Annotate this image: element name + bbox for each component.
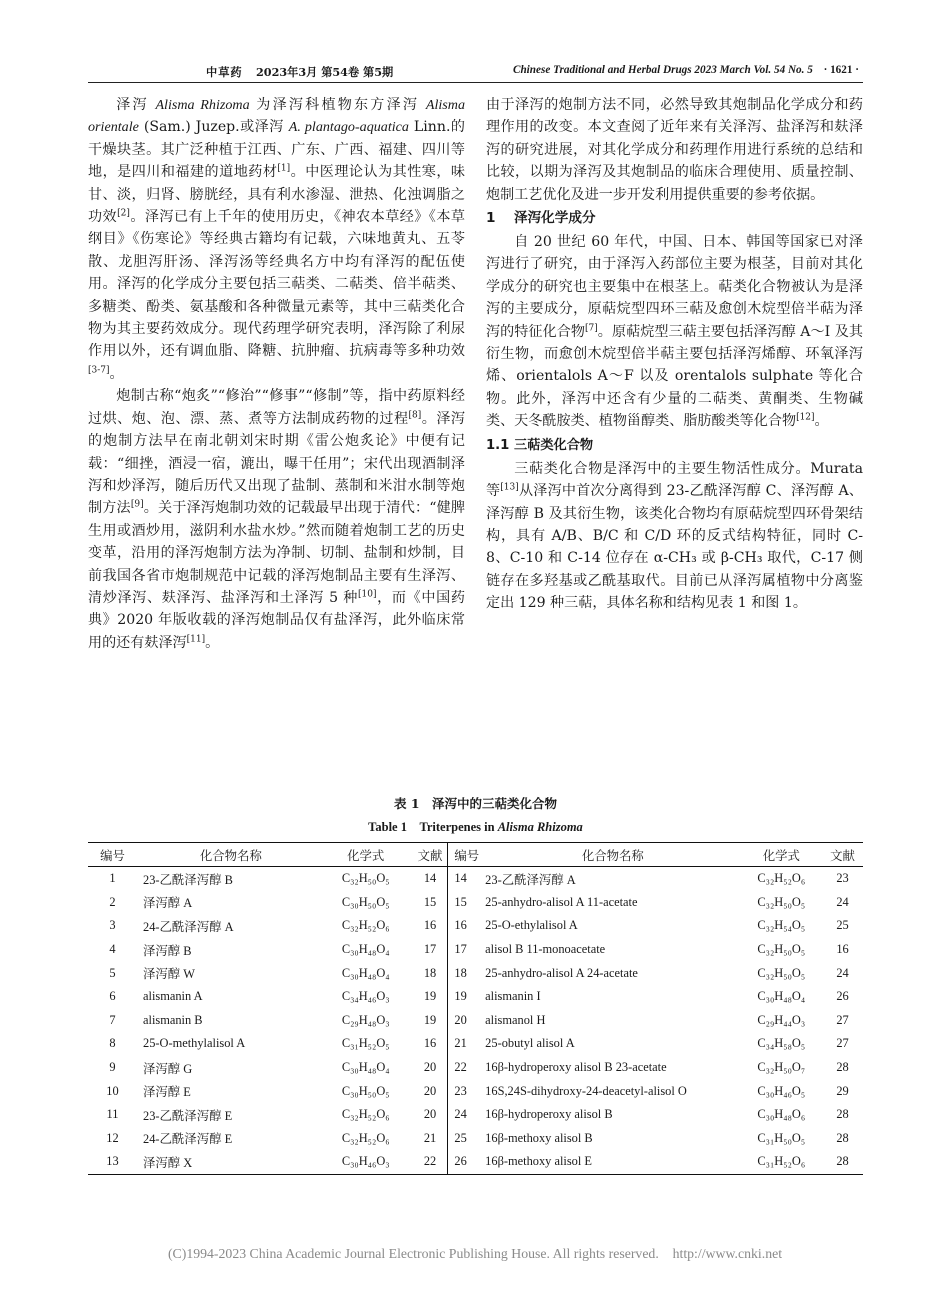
citation: [9] — [130, 499, 144, 510]
cell-compound-name: 24-乙酰泽泻醇 E — [143, 1132, 233, 1147]
cell-no: 14 — [448, 867, 485, 891]
header-name: 化合物名称 — [581, 848, 644, 863]
table-header-row — [88, 843, 863, 867]
cell-compound-name: 16S,24S-dihydroxy-24-deacetyl-alisol O — [485, 1083, 687, 1098]
cell-no: 5 — [109, 965, 116, 980]
cell-ref: 16 — [423, 918, 437, 933]
cell-ref: 16 — [423, 1036, 437, 1051]
cell-ref: 21 — [423, 1130, 437, 1145]
cell-formula: C₃₀H₅₀O₅ — [341, 894, 390, 909]
cell-no: 18 — [448, 961, 485, 985]
section-heading-1-1: 1.1 三萜类化合物 — [486, 437, 594, 453]
journal-issue-en: Chinese Traditional and Herbal Drugs 2023 March Vol. 54 No. 5 — [513, 64, 813, 76]
header-formula: 化学式 — [347, 848, 385, 863]
cell-compound-name: 23-乙酰泽泻醇 B — [143, 872, 233, 887]
cell-ref: 23 — [836, 871, 849, 886]
paragraph-processing: 炮制古称“炮炙”“修治”“修事”“修制”等，指中药原料经过烘、炮、泡、漂、蒸、煮等方法制成药物的过程[8]。泽泻的炮制方法早在南北朝刘宋时期《雷公炮炙论》中便有记载：“细挫，酒浸一宿，漉出，曝干任用”；宋代出现酒制泽泻和炒泽泻，随后历代又出现了盐制、蒸制和米泔水制等炮制方法[9]。关于泽泻炮制功效的记载最早出现于清代：“健脾生用或酒炒用，滋阴利水盐水炒。”然而随着炮制工艺的历史变革，沿用的泽泻炮制方法为净制、切制、盐制和炒制，目前我国各省市炮制规范中记载的泽泻炮制品主要有生泽泻、清炒泽泻、麸泽泻、盐泽泻和土泽泻 5 种[10]，而《中国药典》2020 年版收载的泽泻炮制品仅有盐泽泻，此外临床常用的还有麸泽泻[11]。 — [88, 388, 466, 651]
table-row — [88, 867, 863, 891]
cell-no: 19 — [448, 985, 485, 1009]
running-header — [88, 62, 863, 83]
citation: [3-7] — [88, 365, 110, 376]
cell-no: 2 — [109, 894, 116, 909]
cell-ref: 24 — [836, 965, 849, 980]
cell-no: 17 — [448, 938, 485, 962]
right-column — [486, 94, 863, 615]
cell-compound-name: alismanol H — [485, 1012, 546, 1027]
cell-compound-name: 16β-hydroperoxy alisol B — [485, 1107, 613, 1122]
cell-ref: 26 — [836, 989, 849, 1004]
cell-formula: C₃₂H₅₀O₅ — [757, 965, 806, 980]
cell-no: 26 — [448, 1150, 485, 1174]
cell-compound-name: 泽泻醇 E — [143, 1085, 191, 1100]
cell-compound-name: 25-anhydro-alisol A 11-acetate — [485, 894, 638, 909]
table-row — [88, 1056, 863, 1080]
cell-ref: 24 — [836, 894, 849, 909]
cell-ref: 18 — [423, 965, 437, 980]
paragraph-continued: 由于泽泻的炮制方法不同，必然导致其炮制品化学成分和药理作用的改变。本文查阅了近年来有关泽泻、盐泽泻和麸泽泻的研究进展，对其化学成分和药理作用进行系统的总结和比较，以期为泽泻及其炮制品的临床合理使用、质量控制、炮制工艺优化及进一步开发利用提供重要的参考依据。 — [486, 97, 863, 203]
citation: [1] — [277, 163, 291, 174]
cell-compound-name: alismanin B — [143, 1012, 203, 1027]
page-number: · 1621 · — [823, 64, 859, 76]
cell-compound-name: 泽泻醇 X — [143, 1155, 193, 1170]
table-caption-en: Table 1 Triterpenes in Alisma Rhizoma — [368, 820, 583, 834]
cell-formula: C₃₁H₅₂O₅ — [341, 1036, 390, 1051]
cell-no: 8 — [109, 1036, 116, 1051]
cell-ref: 15 — [423, 894, 437, 909]
cell-no: 21 — [448, 1032, 485, 1056]
cell-ref: 20 — [423, 1060, 437, 1075]
table-row — [88, 1009, 863, 1033]
cell-compound-name: 23-乙酰泽泻醇 E — [143, 1108, 233, 1123]
cell-compound-name: 25-obutyl alisol A — [485, 1036, 575, 1051]
table-row — [88, 938, 863, 962]
cell-compound-name: 25-O-methylalisol A — [143, 1036, 246, 1051]
cell-formula: C₃₁H₅₀O₅ — [757, 1130, 806, 1145]
cell-ref: 27 — [836, 1036, 849, 1051]
issue-info-cn: 2023年3月 第54卷 第5期 — [256, 65, 394, 79]
section-heading-1: 1 泽泻化学成分 — [486, 210, 596, 227]
cell-compound-name: alismanin I — [485, 989, 541, 1004]
citation: [11] — [186, 634, 206, 645]
table-row — [88, 891, 863, 915]
cell-no: 24 — [448, 1103, 485, 1127]
cell-no: 22 — [448, 1056, 485, 1080]
left-column — [88, 94, 465, 654]
cell-no: 23 — [448, 1079, 485, 1103]
cell-no: 6 — [109, 989, 116, 1004]
cell-formula: C₃₁H₅₂O₆ — [757, 1154, 806, 1169]
cell-no: 13 — [106, 1154, 119, 1169]
cell-no: 15 — [448, 891, 485, 915]
header-ref: 文献 — [417, 848, 443, 863]
journal-name-cn: 中草药 — [206, 65, 243, 79]
cell-formula: C₃₄H₄₆O₃ — [341, 989, 390, 1004]
cell-no: 25 — [448, 1127, 485, 1151]
cell-formula: C₃₂H₅₄O₅ — [757, 918, 806, 933]
cell-ref: 28 — [836, 1154, 849, 1169]
paragraph-triterpenes: 三萜类化合物是泽泻中的主要生物活性成分。Murata 等[13]从泽泻中首次分离得到 23-乙酰泽泻醇 C、泽泻醇 A、泽泻醇 B 及其衍生物，该类化合物均有原萜烷型四环骨架结构，具有 A/B、B/C 和 C/D 环的反式结构特征，同时 C-8、C-10 和 C-14 位存在 α-CH₃ 或 β-CH₃ 取代，C-17 侧链存在多羟基或乙酰基取代。目前已从泽泻属植物中分离鉴定出 129 种三萜，具体名称和结构见表 1 和图 1。 — [486, 460, 863, 612]
table-row — [88, 1103, 863, 1127]
cell-formula: C₃₀H₅₀O₅ — [341, 1083, 390, 1098]
cell-compound-name: alisol B 11-monoacetate — [485, 942, 606, 957]
cell-formula: C₃₂H₅₀O₅ — [341, 871, 390, 886]
table-row — [88, 914, 863, 938]
cell-no: 3 — [109, 918, 116, 933]
cell-no: 9 — [109, 1060, 116, 1075]
cell-formula: C₂₉H₄₄O₃ — [757, 1012, 806, 1027]
citation: [7] — [585, 322, 598, 333]
cell-compound-name: 泽泻醇 B — [143, 943, 192, 958]
cell-ref: 27 — [836, 1012, 849, 1027]
cell-ref: 22 — [423, 1154, 437, 1169]
table-row — [88, 961, 863, 985]
copyright-footer: (C)1994-2023 China Academic Journal Electronic Publishing House. All rights reserved. http://www.cnki.net — [167, 1246, 783, 1261]
cell-ref: 20 — [423, 1107, 437, 1122]
cell-formula: C₃₂H₅₂O₆ — [341, 1130, 390, 1145]
cell-ref: 28 — [836, 1107, 849, 1122]
cell-ref: 14 — [423, 871, 437, 886]
cell-formula: C₃₀H₄₈O₄ — [341, 1060, 390, 1075]
cell-formula: C₃₂H₅₀O₅ — [757, 942, 806, 957]
cell-formula: C₃₂H₅₂O₆ — [341, 918, 390, 933]
paragraph-chemistry: 自 20 世纪 60 年代，中国、日本、韩国等国家已对泽泻进行了研究，由于泽泻入药部位主要为根茎，目前对其化学成分的研究也主要集中在根茎上。萜类化合物被认为是泽泻的主要成分，原萜烷型四环三萜及愈创木烷型倍半萜为泽泻的特征化合物[7]。原萜烷型三萜主要包括泽泻醇 A～I 及其衍生物，而愈创木烷型倍半萜主要包括泽泻烯醇、环氧泽泻烯、orientalols A～F 以及 orentalols sulphate 等化合物。此外，泽泻中还含有少量的二萜类、黄酮类、生物碱类、天冬酰胺类、植物甾醇类、脂肪酸类等化合物[12]。 — [486, 234, 863, 430]
cell-compound-name: 泽泻醇 W — [143, 967, 195, 982]
cell-ref: 16 — [836, 942, 849, 957]
cell-ref: 17 — [423, 942, 437, 957]
cell-ref: 29 — [836, 1083, 849, 1098]
cell-ref: 28 — [836, 1130, 849, 1145]
header-no: 编号 — [100, 848, 125, 863]
cell-no: 10 — [106, 1083, 119, 1098]
cell-compound-name: 16β-hydroperoxy alisol B 23-acetate — [485, 1060, 667, 1075]
cell-no: 12 — [106, 1130, 119, 1145]
cell-compound-name: 泽泻醇 A — [143, 896, 193, 911]
cell-no: 20 — [448, 1009, 485, 1033]
header-name: 化合物名称 — [199, 848, 262, 863]
cell-compound-name: 24-乙酰泽泻醇 A — [143, 919, 234, 934]
header-ref: 文献 — [830, 848, 855, 863]
table-row — [88, 1150, 863, 1174]
citation: [13] — [500, 482, 519, 493]
cell-no: 4 — [109, 942, 116, 957]
cell-formula: C₃₂H₅₂O₆ — [341, 1107, 390, 1122]
triterpenes-table — [88, 842, 863, 1175]
cell-formula: C₃₀H₄₈O₄ — [341, 965, 390, 980]
table-row — [88, 1032, 863, 1056]
paragraph-intro: 泽泻 Alisma Rhizoma 为泽泻科植物东方泽泻 Alisma orientale (Sam.) Juzep.或泽泻 A. plantago-aquatica Linn.的干燥块茎。其广泛种植于江西、广东、广西、福建、四川等地，是四川和福建的道地药材[1]。中医理论认为其性寒，味甘、淡，归肾、膀胱经，具有利水渗湿、泄热、化浊调脂之功效[2]。泽泻已有上千年的使用历史，《神农本草经》《本草纲目》《伤寒论》等经典古籍均有记载，六味地黄丸、五苓散、龙胆泻肝汤、泽泻汤等经典名方中均有泽泻的配伍使用。泽泻的化学成分主要包括三萜类、二萜类、倍半萜类、多糖类、酚类、氨基酸和各种微量元素等，其中三萜类化合物为其主要药效成分。现代药理学研究表明，泽泻除了利尿作用以外，还有调血脂、降糖、抗肿瘤、抗病毒等多种功效[3-7]。 — [88, 97, 466, 382]
cell-compound-name: 23-乙酰泽泻醇 A — [485, 872, 576, 887]
cell-compound-name: 25-anhydro-alisol A 24-acetate — [485, 965, 638, 980]
header-no: 编号 — [448, 843, 485, 867]
cell-compound-name: 25-O-ethylalisol A — [485, 918, 578, 933]
citation: [2] — [117, 208, 130, 219]
cell-no: 11 — [106, 1107, 119, 1122]
cell-ref: 25 — [836, 918, 849, 933]
cell-compound-name: 16β-methoxy alisol E — [485, 1154, 592, 1169]
cell-formula: C₃₂H₅₀O₅ — [757, 894, 806, 909]
table-row — [88, 985, 863, 1009]
cell-formula: C₃₀H₄₆O₅ — [757, 1083, 806, 1098]
cell-formula: C₃₂H₅₀O₇ — [757, 1060, 806, 1075]
cell-no: 7 — [109, 1012, 116, 1027]
cell-compound-name: 16β-methoxy alisol B — [485, 1130, 593, 1145]
cell-ref: 19 — [423, 989, 437, 1004]
cell-ref: 28 — [836, 1060, 849, 1075]
cell-formula: C₃₄H₅₈O₅ — [757, 1036, 806, 1051]
citation: [8] — [408, 410, 422, 420]
cell-formula: C₃₀H₄₆O₃ — [341, 1154, 390, 1169]
cell-compound-name: alismanin A — [143, 989, 203, 1004]
cell-no: 1 — [109, 871, 116, 886]
citation: [12] — [796, 412, 815, 423]
cell-no: 16 — [448, 914, 485, 938]
cell-formula: C₂₉H₄₈O₃ — [341, 1012, 390, 1027]
cell-formula: C₃₂H₅₂O₆ — [757, 871, 806, 886]
cell-ref: 19 — [423, 1012, 437, 1027]
table-caption-cn: 表 1 泽泻中的三萜类化合物 — [393, 796, 558, 811]
cell-formula: C₃₀H₄₈O₄ — [757, 989, 806, 1004]
cell-compound-name: 泽泻醇 G — [143, 1061, 193, 1076]
table-row — [88, 1079, 863, 1103]
header-formula: 化学式 — [762, 848, 800, 863]
citation: [10] — [358, 589, 377, 600]
cell-ref: 20 — [423, 1083, 437, 1098]
table-row — [88, 1127, 863, 1151]
cell-formula: C₃₀H₄₈O₆ — [757, 1107, 806, 1122]
cell-formula: C₃₀H₄₈O₄ — [341, 942, 390, 957]
